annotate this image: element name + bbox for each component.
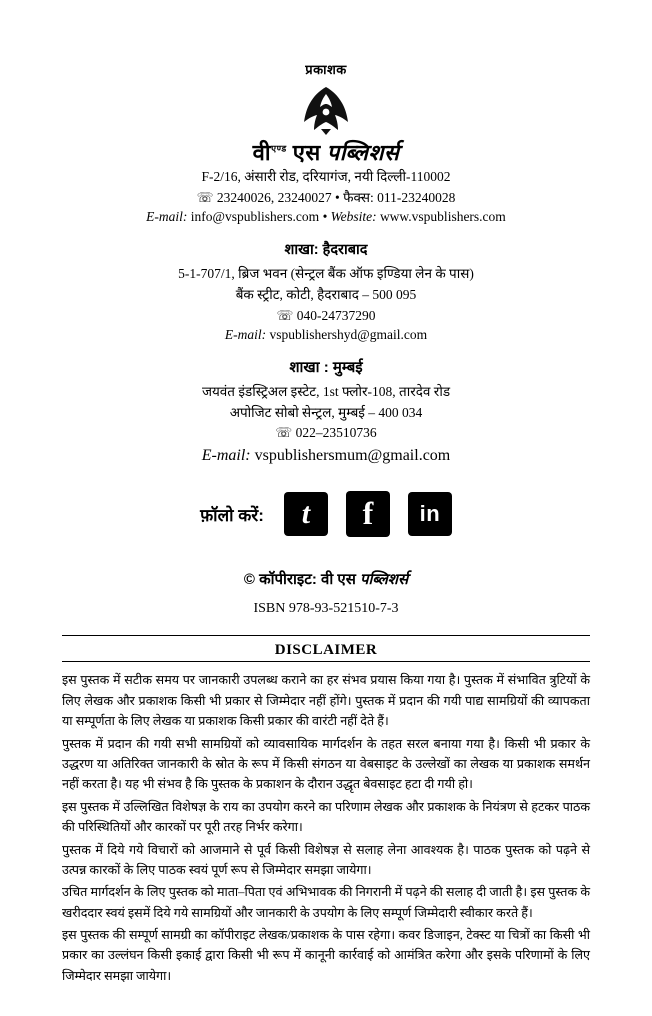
publisher-email-line <box>62 209 590 225</box>
disclaimer-paragraph: पुस्तक में प्रदान की गयी सभी सामग्रियों को व्यावसायिक मार्गदर्शन के तहत सरल बनाया गया है। किसी भी प्रकार के उद्धरण या अतिरिक्त जानकारी के स्रोत के रूप में किसी संगठन या वेबसाइट के उल्लेखों का लेखक या प्रकाशक समर्थन नहीं करता है। यह भी संभव है कि पुस्तक के प्रकाशन के दौरान उद्धृत बेवसाइट हटा दी गयी हो। <box>62 736 590 792</box>
linkedin-icon[interactable]: in <box>408 492 452 536</box>
branch-mumbai-email[interactable]: vspublishersmum@gmail.com <box>254 447 451 465</box>
copyright-brand-script: पब्लिशर्स <box>360 572 409 589</box>
publisher-brand <box>62 137 590 167</box>
copyright-brand-mid: एस <box>337 572 356 589</box>
branch-mumbai-line-1: जयवंत इंडस्ट्रिअल इस्टेट, 1st फ्लोर-108, तारदेव रोड <box>201 383 451 399</box>
disclaimer-paragraph: इस पुस्तक में सटीक समय पर जानकारी उपलब्ध कराने का हर संभव प्रयास किया गया है। पुस्तक में संभावित त्रुटियों के लिए लेखक और प्रकाशक किसी भी प्रकार से जिम्मेदार नहीं होंगे। पुस्तक में प्रदान की गयी पाद्य सामग्रियों की व्यापकता या सम्पूर्णता के लिए लेखक या प्रकाशक किसी प्रकार की वारंटी नहीं देते हैं। <box>62 673 590 729</box>
email-label: E-mail: <box>146 208 188 224</box>
branch-mumbai-email-line <box>62 447 590 465</box>
disclaimer-paragraph: पुस्तक में दिये गये विचारों को आजमाने से पूर्व किसी विशेषज्ञ से सलाह लेना आवश्यक है। पाठक पुस्तक को पढ़ने से उत्पन्न कारकों के लिए पाठक स्वयं पूर्ण रूप से जिम्मेदार समझा जायेगा। <box>62 842 590 877</box>
email-label: E-mail: <box>201 447 251 465</box>
divider-top <box>62 635 590 636</box>
branch-hyderabad-line-2: बैंक स्ट्रीट, कोटी, हैदराबाद – 500 095 <box>235 286 417 302</box>
disclaimer-paragraph: इस पुस्तक में उल्लिखित विशेषज्ञ के राय का उपयोग करने का परिणाम लेखक और प्रकाशक के नियंत्रण से हटकर पाठक की परिस्थितियों और कारकों पर पूरी तरह निर्भर करेगा। <box>62 799 590 835</box>
divider-under-title <box>62 661 590 662</box>
publisher-label: प्रकाशक <box>305 62 347 77</box>
brand-script: पब्लिशर्स <box>326 140 400 165</box>
copyright-symbol: © <box>243 571 255 589</box>
brand-sup: एण्ड <box>271 143 287 154</box>
facebook-icon[interactable]: f <box>346 491 390 537</box>
twitter-icon[interactable]: t <box>284 492 328 536</box>
branch-hyderabad-phone: ☏ 040-24737290 <box>276 307 376 323</box>
branch-mumbai-line-2: अपोजिट सोबो सेन्ट्रल, मुम्बई – 400 034 <box>229 404 423 420</box>
publisher-phone: ☏ 23240026, 23240027 • फैक्स: 011-23240028 <box>196 189 456 205</box>
eagle-emblem-logo <box>297 82 355 136</box>
branch-mumbai-phone: ☏ 022–23510736 <box>275 425 377 441</box>
disclaimer-title: DISCLAIMER <box>274 642 378 659</box>
isbn: ISBN 978-93-521510-7-3 <box>253 601 399 617</box>
branch-mumbai-heading: शाखा : मुम्बई <box>289 358 363 376</box>
publisher-logo <box>62 82 590 136</box>
branch-hyderabad-line-1: 5-1-707/1, ब्रिज भवन (सेन्ट्रल बैंक ऑफ इण्डिया लेन के पास) <box>178 265 474 281</box>
email-label: E-mail: <box>224 326 267 342</box>
publisher-website[interactable]: www.vspublishers.com <box>379 208 506 224</box>
publisher-block <box>62 60 590 225</box>
disclaimer-body <box>62 670 590 986</box>
branch-hyderabad-email[interactable]: vspublishershyd@gmail.com <box>269 326 428 342</box>
disclaimer-paragraph: इस पुस्तक की सम्पूर्ण सामग्री का कॉपीराइट लेखक/प्रकाशक के पास रहेगा। कवर डिजाइन, टेक्स्ट या चित्रों का किसी भी प्रकार का उल्लंघन किसी इकाई द्वारा किसी भी रूप में कानूनी कार्रवाई को आमंत्रित करेगा और इसके परिणामों के लिए जिम्मेदार समझा जायेगा। <box>62 928 590 983</box>
follow-us-row <box>62 491 590 537</box>
copyright-brand-prefix: वी <box>321 572 334 589</box>
copyright-line <box>62 569 590 589</box>
publisher-email[interactable]: info@vspublishers.com <box>190 208 320 224</box>
branch-hyderabad <box>62 239 590 343</box>
branch-mumbai <box>62 357 590 466</box>
publisher-address: F-2/16, अंसारी रोड, दरियागंज, नयी दिल्ली-110002 <box>201 169 451 184</box>
brand-mid: एस <box>292 140 321 165</box>
branch-hyderabad-heading: शाखा: हैदराबाद <box>284 241 368 258</box>
disclaimer-paragraph: उचित मार्गदर्शन के लिए पुस्तक को माता–पिता एवं अभिभावक की निगरानी में पढ़ने की सलाह दी जाती है। इस पुस्तक के खरीददार स्वयं इसमें दिये गये सामग्रियों और जानकारी के उपयोग के लिए सम्पूर्ण जिम्मेदारी स्वीकार करते हैं। <box>62 885 590 920</box>
branch-hyderabad-email-line <box>62 327 590 343</box>
follow-label: फ़ॉलो करें: <box>200 505 264 525</box>
copyright-text: कॉपीराइट: <box>259 571 317 589</box>
brand-prefix: वी <box>252 140 272 165</box>
website-label: • Website: <box>322 208 377 224</box>
